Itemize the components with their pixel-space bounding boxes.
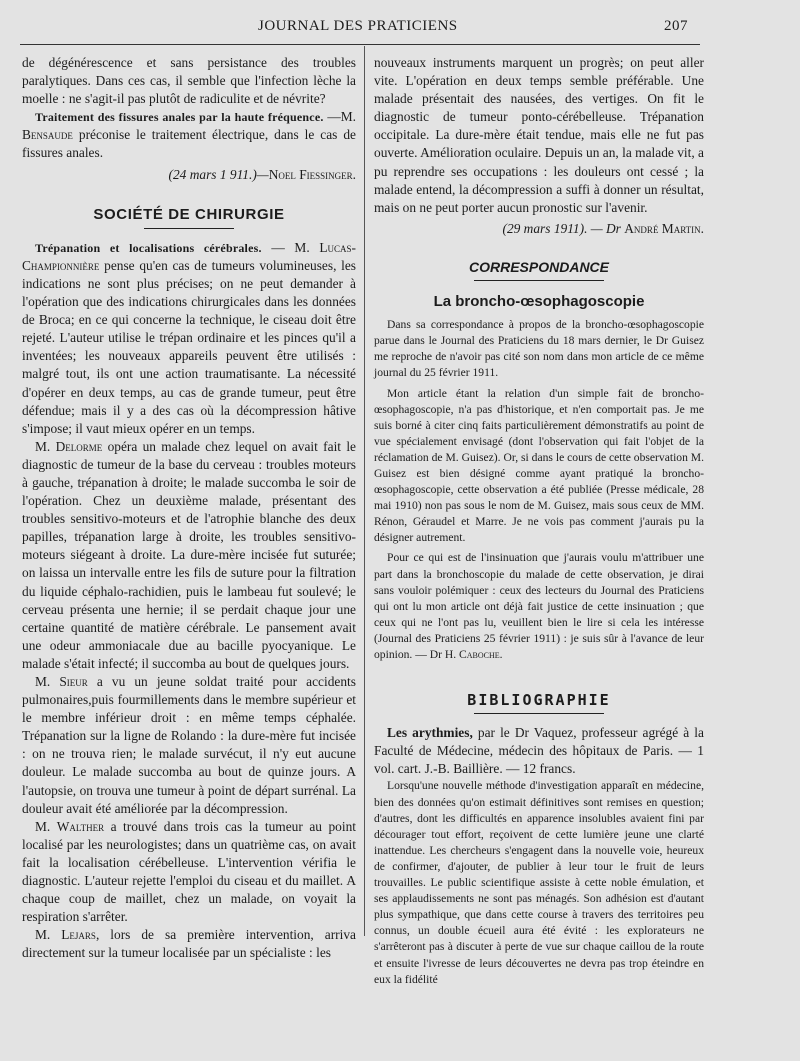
paragraph-continuation-right: nouveaux instruments marquent un progrès; on peut aller vite. L'opération en deux temps semble préférable. Une malade présentait des nausées, des vertiges. On fit le diagnostic de tumeur ponto-cérébelleuse. Trépanation occipitale. La dure-mère était tendue, mais elle ne fut pas ouverte. Amélioration oculaire. Depuis un an, la malade vit, a pu reprendre ses occupations : les douleurs ont cessé ; la malade entend, la décompression a suffi à donner un résultat, mais on ne peut porter aucun pronostic sur l'avenir.	[374, 55, 704, 215]
book-details: par le Dr Vaquez, professeur agrégé à la Faculté de Médecine, médecin des hôpitaux de Paris. — 1 vol. cart. J.-B. Baillière. — 12 francs.	[374, 725, 704, 777]
signature-fiessinger	[22, 166, 356, 184]
correspondance-paragraph: Dans sa correspondance à propos de la broncho-œsophagoscopie parue dans le Journal des Praticiens du 18 mars dernier, le Dr Guisez me reproche de n'avoir pas cité son nom dans mon article de ce même journal du 25 février 1911.	[374, 318, 704, 380]
section-heading-correspondance	[374, 258, 704, 281]
paragraph-delorme: M. Delorme opéra un malade chez lequel on avait fait le diagnostic de tumeur de la base du cerveau : troubles moteurs à gauche, trépanation à droite; le malade succomba le soir de l'opération. Chez un deuxième malade, présentant des troubles sensitivo-moteurs et de l'atrophie blanche des deux papilles, trépanation large à droite, les troubles sensitivo-moteurs siégeant à droite. La dure-mère incisée fut suturée; on laissa un intervalle entre les fils de suture pour la filtration du liquide céphalo-rachidien, puis le lambeau fut soulevé; le cerveau présenta une hernie; il se perdait chaque jour une certaine quantité de matière cérébrale. Le pansement avait une odeur ammoniacale due au bacille pyocyanique. Le malade s'était infecté; il succomba au bout de quelques jours.	[22, 438, 356, 671]
sieur-text: a vu un jeune soldat traité pour accidents pulmonaires,puis fourmillements dans le membre supérieur et le membre inférieur droit : en même temps céphalée. Trépanation sur la ligne de Rolando : la dure-mère fut incisée : on ne trouva rien; le malade survécut, il n'y eut aucune douleur. Le malade succomba au bout de quinze jours. A l'autopsie, on trouva une tumeur à point de départ surrénal. La douleur avait été améliorée par la décompression.	[22, 674, 356, 816]
paragraph-sieur: M. Sieur a vu un jeune soldat traité pour accidents pulmonaires,puis fourmillements dans le membre supérieur et le membre inférieur droit : en même temps céphalée. Trépanation sur la ligne de Rolando : la dure-mère fut incisée : on ne trouva rien; le malade survécut, il n'y eut aucune douleur. Le malade succomba au bout de quinze jours. A l'autopsie, on trouva une tumeur à point de départ surrénal. La douleur avait été améliorée par la décompression.	[22, 674, 356, 816]
paragraph-continuation: de dégénérescence et sans persistance des troubles paralytiques. Dans ces cas, il semble que l'infection lèche la moelle : ne s'agit-il pas plutôt de radiculite et de névrite?	[22, 55, 356, 107]
left-column	[22, 54, 356, 963]
book-title: Les arythmies,	[387, 725, 473, 741]
signature-martin	[374, 220, 704, 238]
section-title: CORRESPONDANCE	[468, 258, 609, 275]
author-bensaude: Bensaude	[22, 127, 73, 143]
author-delorme: Delorme	[55, 438, 103, 454]
header-rule	[20, 44, 700, 45]
signature-name: Noel Fiessinger.	[268, 166, 356, 182]
signature-date: (24 mars 1 911.)—	[168, 166, 269, 182]
fissures-text: préconise le traitement électrique, dans le cas de fissures anales.	[22, 127, 356, 161]
paragraph-lejars: M. Lejars, lors de sa première intervention, arriva directement sur la tumeur localisée par un spécialiste : les	[22, 927, 356, 961]
author-walther: Walther	[56, 818, 105, 834]
delorme-text: opéra un malade chez lequel on avait fait le diagnostic de tumeur de la base du cerveau : troubles moteurs à gauche, trépanation à droite; le malade succomba le soir de l'opération. Chez un deuxième malade, présentant des troubles sensitivo-moteurs et de l'atrophie blanche des deux papilles, trépanation large à droite, les troubles sensitivo-moteurs siégeant à droite. La dure-mère incisée fut suturée; on laissa un intervalle entre les fils de suture pour la filtration du liquide céphalo-rachidien, puis le lambeau fut soulevé; le cerveau présenta une hernie; il se perdait chaque jour une certaine quantité de matière cérébrale. Le pansement avait une odeur ammoniacale due au bacille pyocyanique. Le malade s'était infecté; il succomba au bout de quelques jours.	[22, 438, 356, 671]
section-rule	[144, 228, 234, 229]
running-header	[0, 18, 800, 42]
section-rule	[474, 280, 604, 281]
correspondance-body	[374, 317, 704, 663]
paragraph-fissures: Traitement des fissures anales par la haute fréquence. —M. Bensaude préconise le traitement électrique, dans le cas de fissures anales.	[22, 109, 356, 161]
correspondance-text: Pour ce qui est de l'insinuation que j'aurais voulu m'attribuer une part dans la bronchoscopie du malade de cette observation, je dirai sans vouloir polémiquer : ceux des lecteurs du Journal des Praticiens qui ont lu mon article ont déjà fait justice de cette insinuation ; que ceux qui ne l'ont pas lu, veuillent bien le lire si cela les intéresse (Journal des Praticiens 25 février 1911) : je suis sûr à l'avance de leur opinion. — Dr H.	[374, 551, 704, 661]
journal-title: JOURNAL DES PRATICIENS	[258, 18, 458, 34]
walther-text: a trouvé dans trois cas la tumeur au point localisé par les neurologistes; dans un quatrième cas, on avait fait la localisation cérébelleuse. L'intervention vérifia le diagnostic. L'auteur rejette l'emploi du ciseau et du maillet. A chaque coup de maillet, chez un malade, on voyait la respiration s'arrêter.	[22, 818, 356, 925]
fissures-lead: Traitement des fissures anales par la haute fréquence.	[35, 110, 324, 125]
article-title: La broncho-œsophagoscopie	[433, 293, 645, 311]
author-sieur: Sieur	[59, 674, 88, 689]
section-heading-bibliographie	[374, 691, 704, 714]
signature-date: (29 mars 1911). — Dr	[502, 220, 621, 236]
correspondance-paragraph	[374, 550, 704, 663]
paragraph-trepanation: Trépanation et localisations cérébrales. — M. Lucas-Championnière pense qu'en cas de tumeurs volumineuses, les indications ne sont plus précises; on ne peut demander à l'opération que des indications chirurgicales dans les données de Broca; en ce qui concerne la technique, le ciseau doit être rejeté. L'auteur utilise le trépan ordinaire et les pinces qu'il a inventées; les nouveaux appareils peuvent être utilisés : malgré tout, ils ont une action traumatisante. La nécessité d'opérer en deux temps, au cas de grande tumeur, peut être défendue; mais il y a des cas où la décompression hâtive s'impose; il vaut mieux opérer en un temps.	[22, 239, 356, 436]
review-paragraph: Lorsqu'une nouvelle méthode d'investigation apparaît en médecine, bien des données qu'on estimait définitives sont remises en question; d'autres, dont les difficultés en apparence insolubles avaient fini par décourager tout effort, reçoivent de cette lumière jeune une clarté inattendue. Les chercheurs s'engagent dans la nouvelle voie, heureux de confirmer, d'ajouter, de publier à leur tour le fruit de leurs trouvailles. Le public scientifique assiste à cette noble émulation, et ses applaudissements ne sont pas ménagés. Son adhésion est d'autant plus sympathique, que dans cette course à travers des territoires peu connus, un double écueil aura été évité : les explorateurs ne s'arrêteront pas à discuter à perte de vue sur chaque caillou de la route et ensuite l'ivresse de leurs découvertes ne devra pas trop éteindre en eux la fidélité	[374, 779, 704, 986]
review-body	[374, 778, 704, 987]
correspondance-paragraph: Mon article étant la relation d'un simple fait de broncho-œsophagoscopie, n'a pas d'historique, et n'en comportait pas. Je me suis borné à citer cinq faits particulièrement démonstratifs au point de vue spécialement envisagé (dont l'observation qui fait l'objet de la réclamation de M. Guisez). Or, si dans le cours de cette observation M. Guisez est bien désigné comme ayant pratiqué la broncho-œsophagoscopie, cette observation a été publiée (Presse médicale, 28 mai 1910) non pas sous le nom de M. Guisez, mais sous ceux de MM. Rénon, Géraudel et Marre. Je ne vois pas comment j'aurais pu la désigner autrement.	[374, 386, 704, 545]
bibliography-entry	[374, 724, 704, 778]
page-number: 207	[664, 18, 688, 34]
section-title: SOCIÉTÉ DE CHIRURGIE	[93, 205, 285, 223]
column-divider	[364, 46, 365, 936]
trepanation-lead: Trépanation et localisations cérébrales.	[35, 240, 262, 255]
section-heading-societe	[22, 206, 356, 229]
trepanation-text: pense qu'en cas de tumeurs volumineuses, les indications ne sont plus précises; on ne peut demander à l'opération que des indications chirurgicales dans les données de Broca; en ce qui concerne la technique, le ciseau doit être rejeté. L'auteur utilise le trépan ordinaire et les pinces qu'il a inventées; les nouveaux appareils peuvent être utilisés : malgré tout, ils ont une action traumatisante. La nécessité d'opérer en deux temps, au cas de grande tumeur, peut être défendue; mais il y a des cas où la décompression hâtive s'impose; il vaut mieux opérer en un temps.	[22, 257, 356, 436]
paragraph-walther: M. Walther a trouvé dans trois cas la tumeur au point localisé par les neurologistes; dans un quatrième cas, on avait fait la localisation cérébelleuse. L'intervention vérifia le diagnostic. L'auteur rejette l'emploi du ciseau et du maillet. A chaque coup de maillet, chez un malade, on voyait la respiration s'arrêter.	[22, 818, 356, 925]
section-title: BIBLIOGRAPHIE	[467, 691, 611, 710]
signature-name: André Martin.	[624, 220, 704, 236]
lejars-text: , lors de sa première intervention, arriva directement sur la tumeur localisée par un spécialiste : les	[22, 927, 356, 961]
signature-caboche: Caboche.	[459, 648, 503, 661]
author-lejars: Lejars	[61, 927, 96, 943]
author-lucas-championniere: Lucas-Championnière	[22, 239, 356, 273]
section-rule	[474, 713, 604, 714]
right-column	[374, 54, 704, 988]
